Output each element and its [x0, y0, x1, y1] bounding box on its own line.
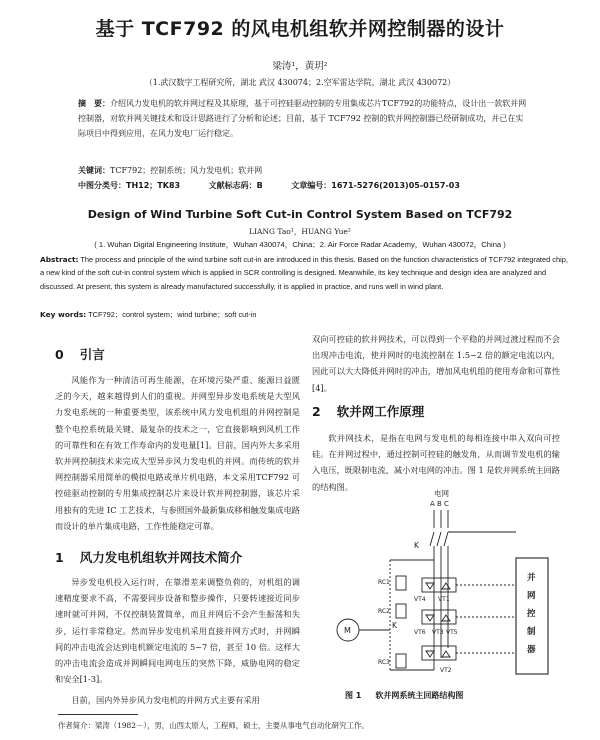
rc3-label: RC3 — [378, 659, 390, 666]
abstract-en-text: The process and principle of the wind turbine soft cut-in are introduced in this thesis. Based on the function characteristics of TCF792 integrated chip, a new kind of the soft cut-in control system which is applied in SCR controlling is designed. Meanwhile, its key technique and design idea are analyzed and discussed. At present, this system is already manufactured successfully, it is applied in practice, and runs well in wind plant. — [40, 255, 568, 291]
grid-controller-char: 网 — [527, 591, 536, 601]
section-2-heading — [312, 402, 424, 420]
footnote-divider — [58, 714, 138, 715]
section-1-paragraph-1: 异步发电机投入运行时，在靠滑差来调整负荷的，对机组的调速精度要求不高，不需要同步设备和整步操作，只要转速接近同步速时就可并网，不仅控制装置简单，而且并网后不会产生振荡和失步，运行非常稳定。然而异步发电机采用直接并网方式时，并网瞬间的冲击电流会达到电机额定电流的 5~7 倍，甚至 10 倍。这样大的冲击电流会造成并网瞬间电网电压的突然下降，威胁电网的稳定和安全[1-3]。 — [55, 577, 300, 685]
authors-en: LIANG Tao¹，HUANG Yue² — [249, 227, 351, 236]
abstract-en — [40, 253, 568, 293]
contactor-k2-label: K — [392, 621, 397, 630]
vt6-label: VT6 — [414, 629, 426, 636]
rc1-label: RC1 — [378, 579, 390, 586]
contactor-k-b — [437, 532, 441, 546]
affiliations-cn: （1.武汉数字工程研究所，湖北 武汉 430074；2.空军雷达学院，湖北 武汉 430072） — [144, 78, 456, 87]
grid-controller-char: 器 — [527, 645, 536, 655]
figure-1-number: 图 1 — [345, 691, 362, 700]
vt2-label: VT2 — [440, 667, 452, 674]
grid-controller-char: 制 — [527, 627, 536, 637]
section-2-paragraph: 软并网技术，是指在电网与发电机的每相连接中串入双向可控硅。在并网过程中，通过控制可控硅的触发角，从而调节发电机的输入电压，既限制电流，减小对电网的冲击。图 1 是软并网系统主回路的结构图。 — [312, 433, 560, 492]
grid-controller-label — [526, 572, 536, 655]
right-column-continuation: 双向可控硅的软并网技术，可以得到一个平稳的并网过渡过程而不会出现冲击电流，使并网时的电流控制在 1.5~2 倍的额定电流以内，因此可以大大降低并网时的冲击，增加风电机组的使用寿命和可靠性[4]。 — [312, 334, 560, 393]
thyristor-pair-2-symbols — [426, 615, 450, 621]
section-0-paragraph: 风能作为一种清洁可再生能源，在环境污染严重、能源日益匮乏的今天，越来越得到人们的重视。并网型异步发电系统是大型风力发电系统的一种重要类型，该系统中风力发电机组的并网控制是整个电控系统最关键、最复杂的技术之一，它直接影响到风机工作的可靠性和在有效工作寿命内的发电量[1]。目前，国内外大多采用软并网控制技术来完成大型异步风力发电机的并网。而传统的软并网控制器采用简单的模拟电路或单片机电路，本文采用TCF792 可控硅驱动控制的专用集成控制芯片来设计软并网控制器，该芯片采用独有的先进 IC 工艺技术，与参照国外最新集成移相触发集成电路而设计的单片集成电路，工作性能稳定可靠。 — [55, 375, 300, 531]
section-1-number: 1 — [55, 550, 64, 565]
abstract-cn-text: 介绍风力发电机的软并网过程及其原理，基于可控硅驱动控制的专用集成芯片TCF792的功能特点，设计出一款软并网控制器，对软并网关键技术和设计思路进行了分析和论述；目前，基于 TCF792 控制的软并网控制器已经研制成功，并已在实际项目中得到应用，在风力发电厂运行稳定。 — [78, 99, 527, 138]
phase-labels: A B C — [430, 500, 449, 508]
rc2-label: RC2 — [378, 608, 390, 615]
vt3-label: VT3 — [432, 629, 444, 636]
abstract-cn-label: 摘 要： — [78, 99, 110, 108]
keywords-cn-text: TCF792；控制系统；风力发电机；软并网 — [110, 166, 263, 175]
keywords-cn-label: 关键词： — [78, 166, 110, 175]
rc1-network — [396, 576, 406, 590]
vt5-label: VT5 — [446, 629, 458, 636]
rc3-network — [396, 654, 406, 668]
grid-controller-char: 并 — [527, 573, 536, 583]
section-0-number: 0 — [55, 347, 64, 362]
keywords-en-label: Key words: — [40, 310, 87, 319]
section-2-title: 软并网工作原理 — [336, 404, 425, 419]
contactor-k-label: K — [414, 541, 419, 550]
vt4-label: VT4 — [414, 596, 426, 603]
affiliations-en: ( 1. Wuhan Digital Engineering Institute，Wuhan 430074，China；2. Air Force Radar Academy，Wuhan 430072，China ) — [94, 240, 506, 249]
paper-title-en: Design of Wind Turbine Soft Cut-in Control System Based on TCF792 — [87, 208, 513, 221]
paper-title-cn: 基于 TCF792 的风电机组软并网控制器的设计 — [95, 18, 505, 40]
vt1-label: VT1 — [438, 596, 450, 603]
clc-number: 中图分类号：TH12；TK83 — [78, 181, 181, 190]
article-number: 文章编号：1671-5276(2013)05-0157-03 — [291, 181, 460, 190]
figure-1-caption-text: 软并网系统主回路结构图 — [375, 691, 464, 700]
author-footnote: 作者简介：梁涛（1982－），男，山西太原人，工程师，硕士，主要从事电气自动化研究工作。 — [58, 721, 369, 730]
section-2-number: 2 — [312, 404, 321, 419]
keywords-en-text: TCF792；control system；wind turbine；soft cut-in — [88, 310, 257, 319]
thyristor-pair-3-symbols — [426, 651, 450, 657]
contactor-k-c — [444, 532, 448, 546]
section-1-title: 风力发电机组软并网技术简介 — [79, 550, 243, 565]
authors-cn: 梁涛¹，黄玥² — [272, 61, 328, 72]
abstract-cn — [78, 96, 528, 141]
section-1-heading — [55, 548, 242, 566]
thyristor-pair-1-symbols — [426, 583, 450, 589]
contactor-k-a — [430, 532, 434, 546]
grid-label: 电网 — [434, 489, 449, 498]
grid-controller-char: 控 — [527, 609, 536, 619]
rc2-network — [396, 604, 406, 618]
keywords-cn — [78, 165, 538, 176]
keywords-en — [40, 309, 568, 320]
doc-code: 文献标志码：B — [208, 181, 263, 190]
section-1-paragraph-2: 目前，国内外异步风力发电机的并网方式主要有采用 — [71, 695, 260, 705]
motor-label: M — [344, 626, 351, 635]
abstract-en-label: Abstract: — [40, 255, 79, 264]
figure-1-circuit-diagram — [330, 488, 560, 686]
section-0-title: 引言 — [79, 347, 105, 362]
section-0-heading — [55, 345, 105, 363]
article-meta-cn — [78, 180, 558, 191]
figure-1-caption — [345, 690, 463, 701]
